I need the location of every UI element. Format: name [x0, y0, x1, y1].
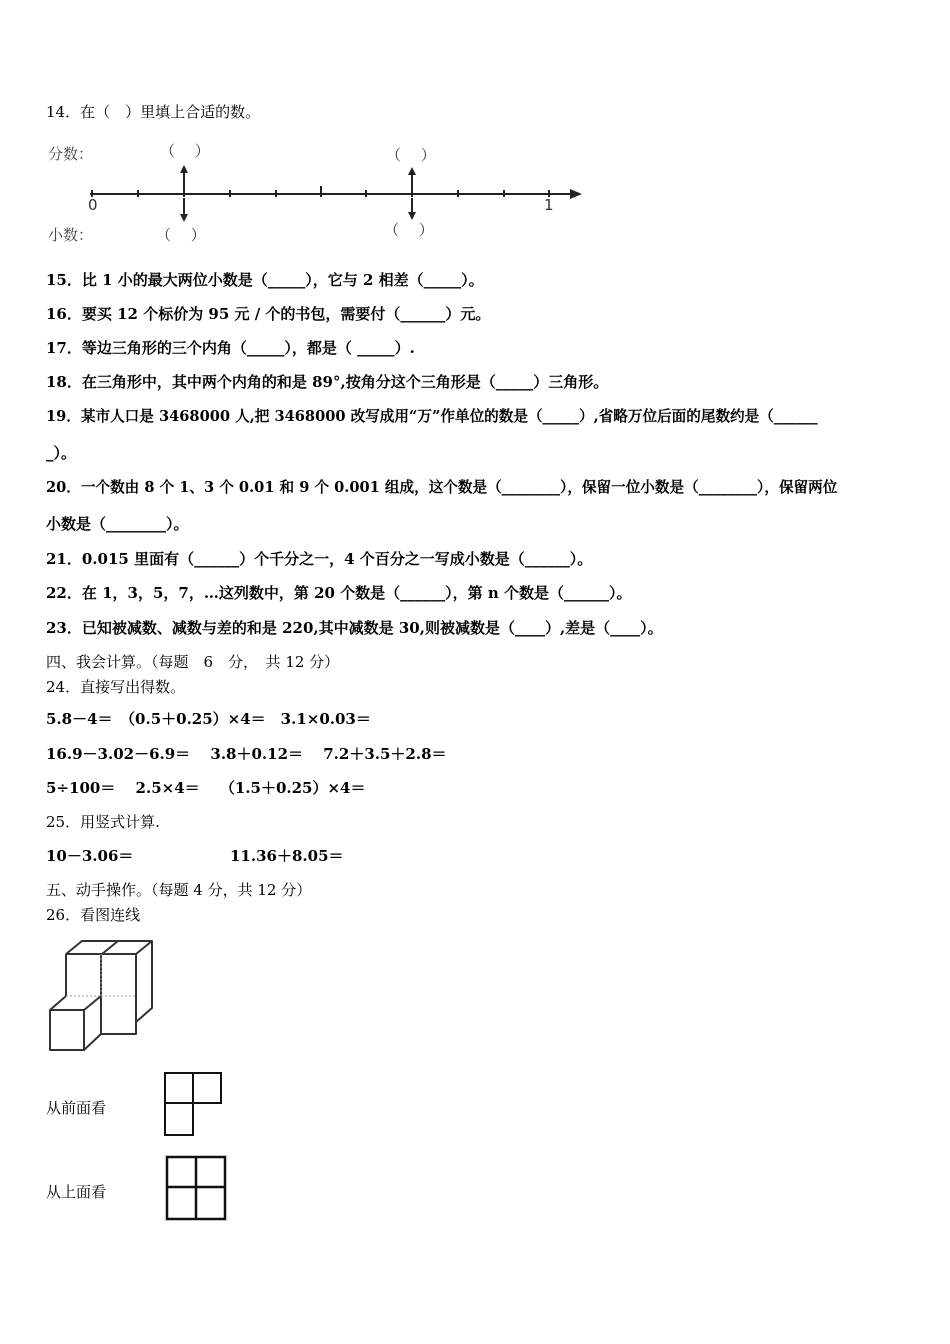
decimal-blank-1: （ ）	[156, 226, 206, 244]
fraction-blank-2: （ ）	[386, 146, 436, 164]
fraction-blank-1: （ ）	[160, 142, 210, 160]
q23-text: 23．已知被减数、减数与差的和是 220,其中减数是 30,则被减数是（____）,差是（____）。	[46, 619, 663, 637]
q24-row3: 5÷100＝ 2.5×4＝ （1.5＋0.25）×4＝	[46, 779, 366, 797]
number-line-figure	[44, 138, 604, 250]
q17-text: 17．等边三角形的三个内角（_____），都是（ _____）.	[46, 339, 415, 357]
decimal-label: 小数：	[48, 226, 94, 244]
fraction-label: 分数：	[48, 145, 94, 163]
top-view-label: 从上面看	[46, 1183, 107, 1201]
q20-line2: 小数是（________）。	[46, 515, 189, 533]
q25-expr-1: 10－3.06＝	[46, 847, 134, 865]
cube-stack-figure	[44, 938, 160, 1056]
q14-text: 14．在（ ）里填上合适的数。	[46, 103, 261, 121]
tick-label-zero: 0	[88, 196, 98, 214]
axis-arrow	[570, 189, 582, 199]
q15-text: 15．比 1 小的最大两位小数是（_____），它与 2 相差（_____）。	[46, 271, 484, 289]
section-5-heading: 五、动手操作。（每题 4 分，共 12 分）	[46, 881, 312, 899]
q25-expr-2: 11.36＋8.05＝	[230, 847, 344, 865]
section-4-heading: 四、我会计算。（每题 6 分， 共 12 分）	[46, 653, 340, 671]
q26-title: 26．看图连线	[46, 906, 141, 924]
axis-ticks	[92, 186, 549, 197]
decimal-blank-2: （ ）	[384, 221, 434, 239]
front-view-label: 从前面看	[46, 1099, 107, 1117]
q18-text: 18．在三角形中，其中两个内角的和是 89°,按角分这个三角形是（_____）三角形。	[46, 373, 609, 391]
q24-row1: 5.8－4＝ （0.5＋0.25）×4＝ 3.1×0.03＝	[46, 710, 371, 728]
q24-row2: 16.9－3.02－6.9＝ 3.8＋0.12＝ 7.2＋3.5＋2.8＝	[46, 745, 447, 763]
q22-text: 22．在 1，3，5，7，…这列数中，第 20 个数是（______），第 n 个数是（______）。	[46, 584, 632, 602]
q16-text: 16．要买 12 个标价为 95 元 / 个的书包，需要付（______）元。	[46, 305, 491, 323]
top-view-figure	[164, 1154, 228, 1222]
q25-title: 25．用竖式计算.	[46, 813, 160, 831]
q20-line1: 20．一个数由 8 个 1、3 个 0.01 和 9 个 0.001 组成，这个数是（________），保留一位小数是（________），保留两位	[46, 479, 838, 496]
q24-title: 24．直接写出得数。	[46, 678, 186, 696]
q19-line1: 19．某市人口是 3468000 人,把 3468000 改写成用“万”作单位的数是（_____）,省略万位后面的尾数约是（______	[46, 408, 818, 425]
tick-label-one: 1	[544, 196, 554, 214]
q19-line2: _）。	[46, 444, 77, 462]
front-view-figure	[163, 1071, 225, 1139]
q21-text: 21．0.015 里面有（______）个千分之一，4 个百分之一写成小数是（______）。	[46, 550, 593, 568]
